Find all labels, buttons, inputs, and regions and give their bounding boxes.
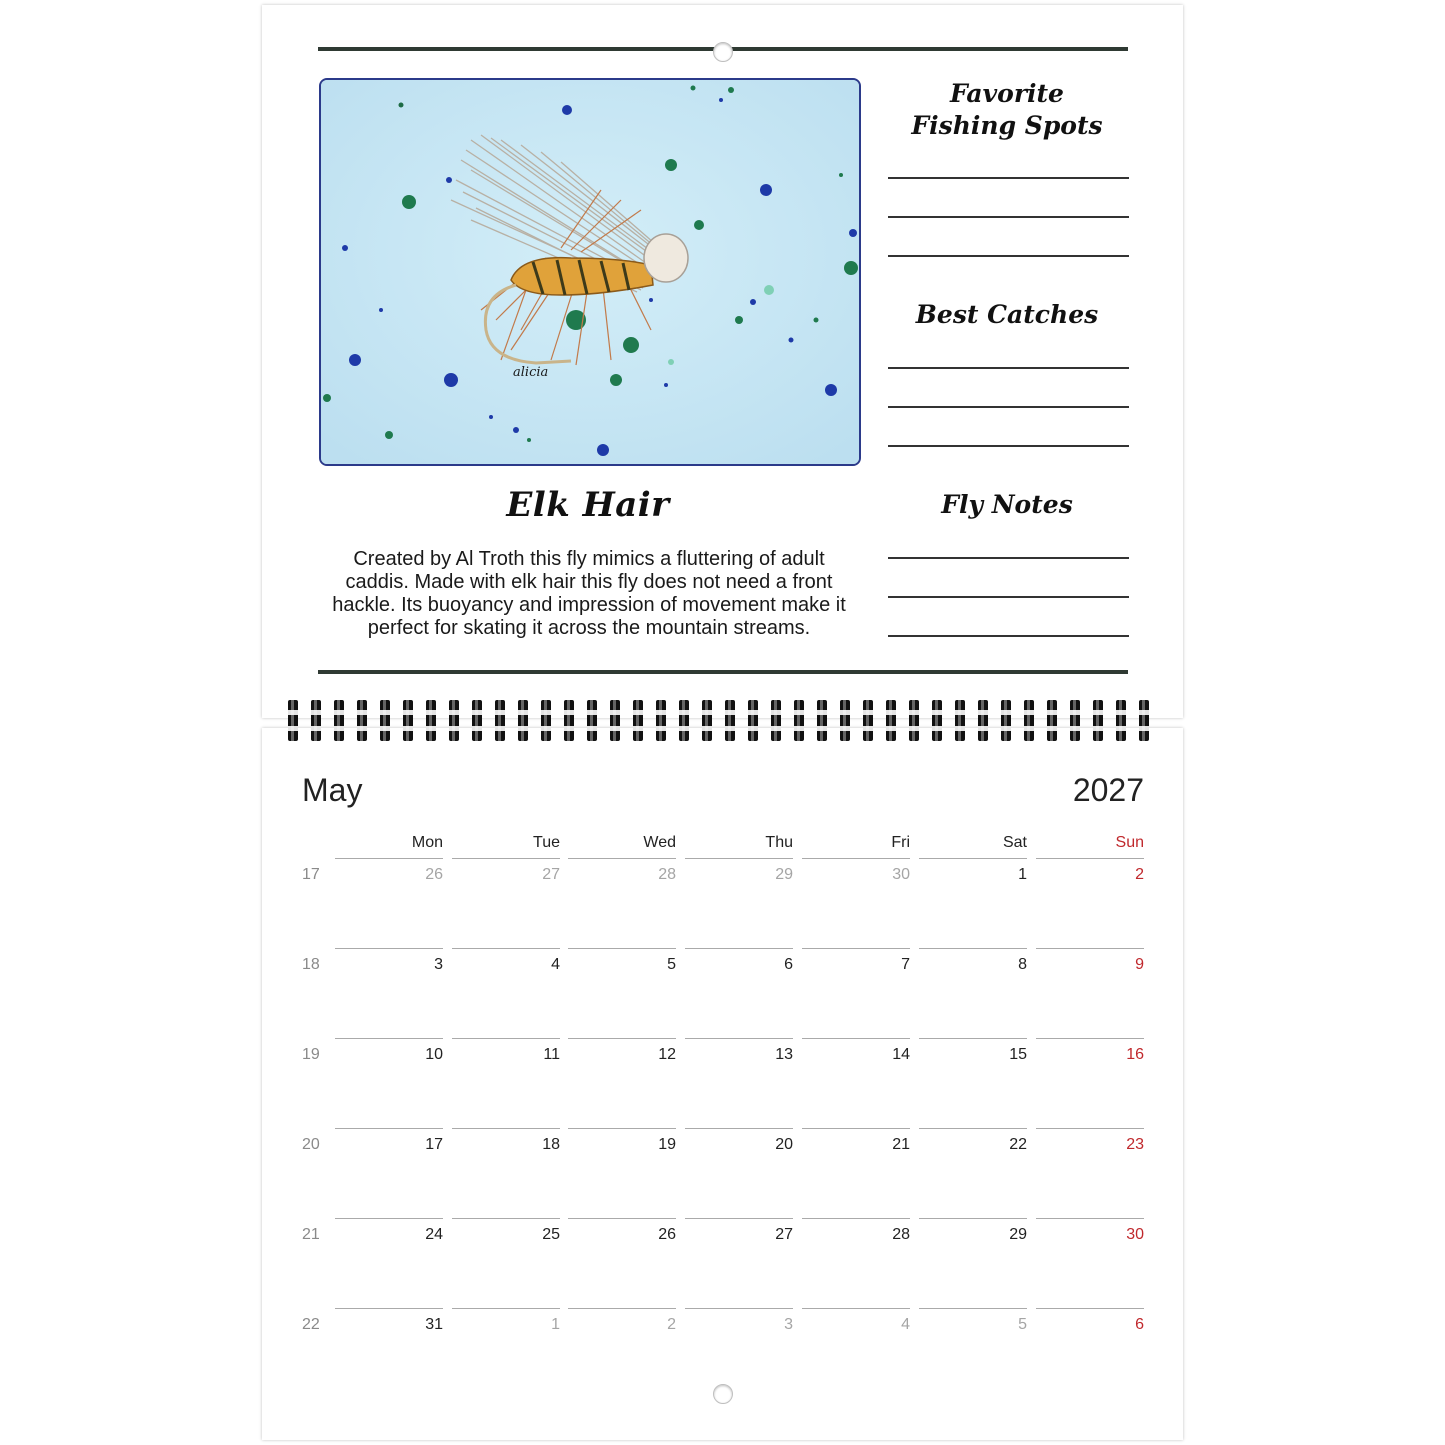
spiral-coil [357,700,367,741]
writing-line [888,177,1129,179]
spiral-coil [978,700,988,741]
weekday-header: Tue [533,834,560,851]
spiral-coil [794,700,804,741]
day-number: 12 [658,1046,676,1063]
day-cell-divider [685,1218,793,1219]
best-catches-heading [882,299,1132,331]
spiral-coil [311,700,321,741]
day-cell-divider [335,1038,443,1039]
spiral-coil [449,700,459,741]
writing-line [888,216,1129,218]
day-number: 25 [542,1226,560,1243]
spiral-coil [1001,700,1011,741]
day-number: 8 [1018,956,1027,973]
day-number: 22 [1009,1136,1027,1153]
day-number: 29 [1009,1226,1027,1243]
spiral-coil [771,700,781,741]
weekday-header: Mon [411,834,443,851]
weekday-header: Wed [643,834,676,851]
day-number: 10 [425,1046,443,1063]
writing-line [888,635,1129,637]
day-cell-divider [335,858,443,859]
day-cell-divider [452,1038,560,1039]
day-cell-divider [919,1038,1027,1039]
day-cell-divider [452,948,560,949]
day-cell-divider [1036,1128,1144,1129]
week-number: 20 [302,1136,320,1153]
day-number: 2 [1135,866,1144,883]
spiral-coil [288,700,298,741]
day-number: 29 [775,866,793,883]
day-cell-divider [802,1218,910,1219]
spiral-coil [1116,700,1126,741]
spiral-coil [1139,700,1149,741]
day-cell-divider [802,1038,910,1039]
bottom-divider [318,670,1128,674]
day-number: 16 [1126,1046,1144,1063]
day-cell-divider [452,1308,560,1309]
day-cell-divider [568,1038,676,1039]
day-number: 9 [1135,956,1144,973]
day-number: 4 [551,956,560,973]
fly-name: Elk Hair [506,485,670,525]
day-cell-divider [919,858,1027,859]
day-cell-divider [568,1218,676,1219]
hanging-hole [713,1384,733,1404]
spiral-coil [863,700,873,741]
day-number: 1 [551,1316,560,1333]
day-number: 2 [667,1316,676,1333]
day-cell-divider [1036,1218,1144,1219]
spiral-coil [909,700,919,741]
day-cell-divider [919,1128,1027,1129]
day-cell-divider [685,1308,793,1309]
day-cell-divider [452,858,560,859]
heading-line: Best Catches [915,300,1099,329]
day-cell-divider [685,858,793,859]
weekday-header: Sun [1115,834,1144,851]
day-number: 13 [775,1046,793,1063]
spiral-coil [472,700,482,741]
writing-line [888,367,1129,369]
spiral-binding [288,700,1158,741]
day-number: 28 [892,1226,910,1243]
day-number: 30 [1126,1226,1144,1243]
day-number: 14 [892,1046,910,1063]
day-number: 3 [784,1316,793,1333]
day-number: 20 [775,1136,793,1153]
day-number: 24 [425,1226,443,1243]
spiral-coil [1024,700,1034,741]
day-cell-divider [685,1128,793,1129]
day-number: 26 [425,866,443,883]
fly-description: Created by Al Troth this fly mimics a fluttering of adult caddis. Made with elk hair this fly does not need a front hackle. Its buoyancy and impression of movement make it perfect for skating it across the mountain streams. [332,548,846,639]
day-cell-divider [802,858,910,859]
elk-hair-fly-painting [321,80,859,464]
day-number: 31 [425,1316,443,1333]
day-cell-divider [568,948,676,949]
day-cell-divider [685,1038,793,1039]
year-label: 2027 [1072,772,1144,808]
day-number: 15 [1009,1046,1027,1063]
spiral-coil [679,700,689,741]
day-number: 7 [901,956,910,973]
day-cell-divider [1036,858,1144,859]
day-cell-divider [1036,1308,1144,1309]
spiral-coil [702,700,712,741]
spiral-coil [1070,700,1080,741]
spiral-coil [817,700,827,741]
day-cell-divider [919,1308,1027,1309]
day-cell-divider [452,1128,560,1129]
spiral-coil [610,700,620,741]
weekday-header: Fri [891,834,910,851]
day-number: 5 [1018,1316,1027,1333]
spiral-coil [840,700,850,741]
week-number: 21 [302,1226,320,1243]
spiral-coil [564,700,574,741]
day-number: 18 [542,1136,560,1153]
spiral-coil [518,700,528,741]
spiral-coil [541,700,551,741]
day-cell-divider [802,948,910,949]
week-number: 22 [302,1316,320,1333]
month-name: May [302,772,363,808]
day-cell-divider [919,948,1027,949]
day-number: 5 [667,956,676,973]
day-number: 27 [542,866,560,883]
spiral-coil [748,700,758,741]
day-cell-divider [1036,948,1144,949]
day-cell-divider [1036,1038,1144,1039]
spiral-coil [426,700,436,741]
spiral-coil [587,700,597,741]
day-number: 3 [434,956,443,973]
spiral-coil [495,700,505,741]
week-number: 18 [302,956,320,973]
spiral-coil [932,700,942,741]
fly-head [644,234,688,282]
day-number: 19 [658,1136,676,1153]
weekday-header: Sat [1002,834,1027,851]
day-cell-divider [802,1128,910,1129]
writing-line [888,255,1129,257]
day-number: 23 [1126,1136,1144,1153]
favorite-spots-heading [882,78,1132,142]
heading-line: Favorite [950,79,1064,108]
day-cell-divider [568,858,676,859]
day-cell-divider [335,948,443,949]
day-cell-divider [919,1218,1027,1219]
spiral-coil [633,700,643,741]
heading-line: Fishing Spots [911,111,1103,140]
day-number: 6 [1135,1316,1144,1333]
day-cell-divider [452,1218,560,1219]
day-number: 21 [892,1136,910,1153]
spiral-coil [334,700,344,741]
weekday-header: Thu [765,834,793,851]
spiral-coil [656,700,666,741]
day-number: 1 [1018,866,1027,883]
spiral-coil [1047,700,1057,741]
fly-illustration [319,78,861,466]
writing-line [888,557,1129,559]
artwork-page [262,5,1183,718]
day-number: 26 [658,1226,676,1243]
spiral-coil [403,700,413,741]
day-number: 11 [543,1046,560,1063]
day-cell-divider [802,1308,910,1309]
day-number: 28 [658,866,676,883]
day-number: 17 [425,1136,443,1153]
day-number: 4 [901,1316,910,1333]
week-number: 17 [302,866,320,883]
day-cell-divider [685,948,793,949]
day-cell-divider [335,1128,443,1129]
writing-line [888,596,1129,598]
week-number: 19 [302,1046,320,1063]
spiral-coil [380,700,390,741]
writing-line [888,406,1129,408]
writing-line [888,445,1129,447]
calendar-page [262,728,1183,1440]
day-number: 6 [784,956,793,973]
day-cell-divider [335,1218,443,1219]
spiral-coil [725,700,735,741]
spiral-coil [955,700,965,741]
artist-signature: alicia [513,365,549,380]
spiral-coil [886,700,896,741]
fly-notes-heading [882,489,1132,521]
day-cell-divider [568,1128,676,1129]
day-cell-divider [568,1308,676,1309]
day-cell-divider [335,1308,443,1309]
spiral-coil [1093,700,1103,741]
day-number: 27 [775,1226,793,1243]
hanging-hole [713,42,733,62]
heading-line: Fly Notes [941,490,1073,519]
day-number: 30 [892,866,910,883]
